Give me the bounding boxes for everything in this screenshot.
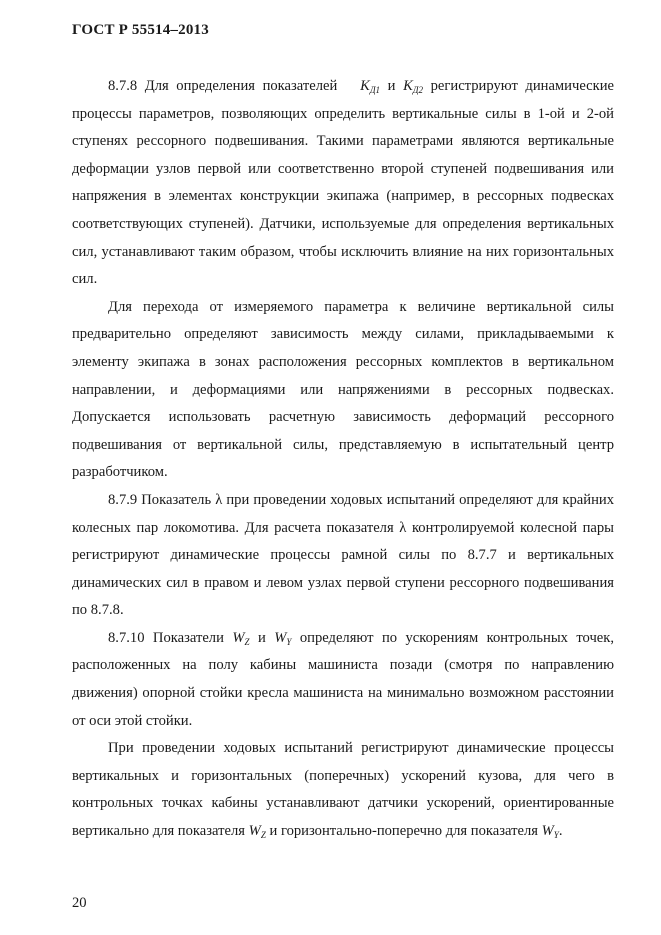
symbol-wz: $W_Z$ — [248, 823, 266, 841]
symbol-k-d2: $K_{Д2}$ — [403, 78, 424, 95]
document-header: ГОСТ Р 55514–2013 — [72, 22, 209, 38]
text-run: и — [387, 78, 396, 94]
text-run: контролируемой колесной пары регистрируют динамические процессы рамной силы по 8.7.7 и вертикальных динамических сил в правом и левом узлах первой ступени рессорного подвешивания по 8.7.8. — [72, 519, 614, 619]
symbol-lambda: λ — [399, 519, 407, 536]
text-run: 8.7.8 Для определения показателей — [108, 78, 338, 94]
document-body — [72, 73, 614, 846]
symbol-wz: $W_Z$ — [232, 629, 250, 647]
text-run: при проведении ходовых испытаний определяют для крайних колесных пар локомотива. Для расчета показателя — [72, 491, 614, 536]
text-run: и горизонтально-поперечно для показателя — [269, 823, 538, 840]
page-number: 20 — [72, 895, 87, 911]
text-run: определяют по ускорениям контрольных точек, расположенных на полу кабины машиниста позади (смотря по направлению движения) опорной стойки кресла машиниста на минимально возможном расстоянии от оси этой стойки. — [72, 629, 615, 729]
symbol-wy: $W_Y$ — [541, 823, 559, 841]
symbol-k-d1: $K_{Д1}$ — [360, 78, 381, 95]
text-run: При проведении ходовых испытаний регистрируют динамические процессы вертикальных и горизонтальных (поперечных) ускорений кузова, для чего в контрольных точках кабины устанавливают датчики ускорений, ориентированные вертикально для показателя — [72, 740, 614, 840]
paragraph-8-7-8 — [72, 73, 614, 294]
text-run: регистрируют динамические процессы параметров, позволяющих определить вертикальные силы в 1-ой и 2-ой ступенях рессорного подвешивания. Такими параметрами являются вертикальные деформации узлов первой или соответственно второй ступеней подвешивания или напряжения в элементах конструкции экипажа (например, в рессорных подвесках соответствующих ступеней). Датчики, используемые для определения вертикальных сил, устанавливают таким образом, чтобы исключить влияние на них горизонтальных сил. — [72, 78, 615, 288]
symbol-wy: $W_Y$ — [274, 629, 292, 647]
text-run: и — [257, 629, 266, 646]
paragraph-vertical-force: Для перехода от измеряемого параметра к величине вертикальной силы предварительно определяют зависимость между силами, прикладываемыми к элементу экипажа в зонах расположения рессорных комплектов в вертикальном направлении, и деформациями или напряжениями в рессорных подвесках. Допускается использовать расчетную зависимость деформаций рессорного подвешивания от вертикальной силы, представляемую в испытательный центр разработчиком. — [72, 298, 614, 481]
paragraph-8-7-10 — [72, 625, 614, 735]
text-run: . — [558, 823, 563, 840]
text-run: 8.7.9 Показатель — [108, 491, 212, 508]
text-run: 8.7.10 Показатели — [108, 629, 224, 646]
symbol-lambda: λ — [215, 491, 223, 508]
paragraph-8-7-9 — [72, 487, 614, 625]
paragraph-acceleration-sensors — [72, 735, 614, 845]
